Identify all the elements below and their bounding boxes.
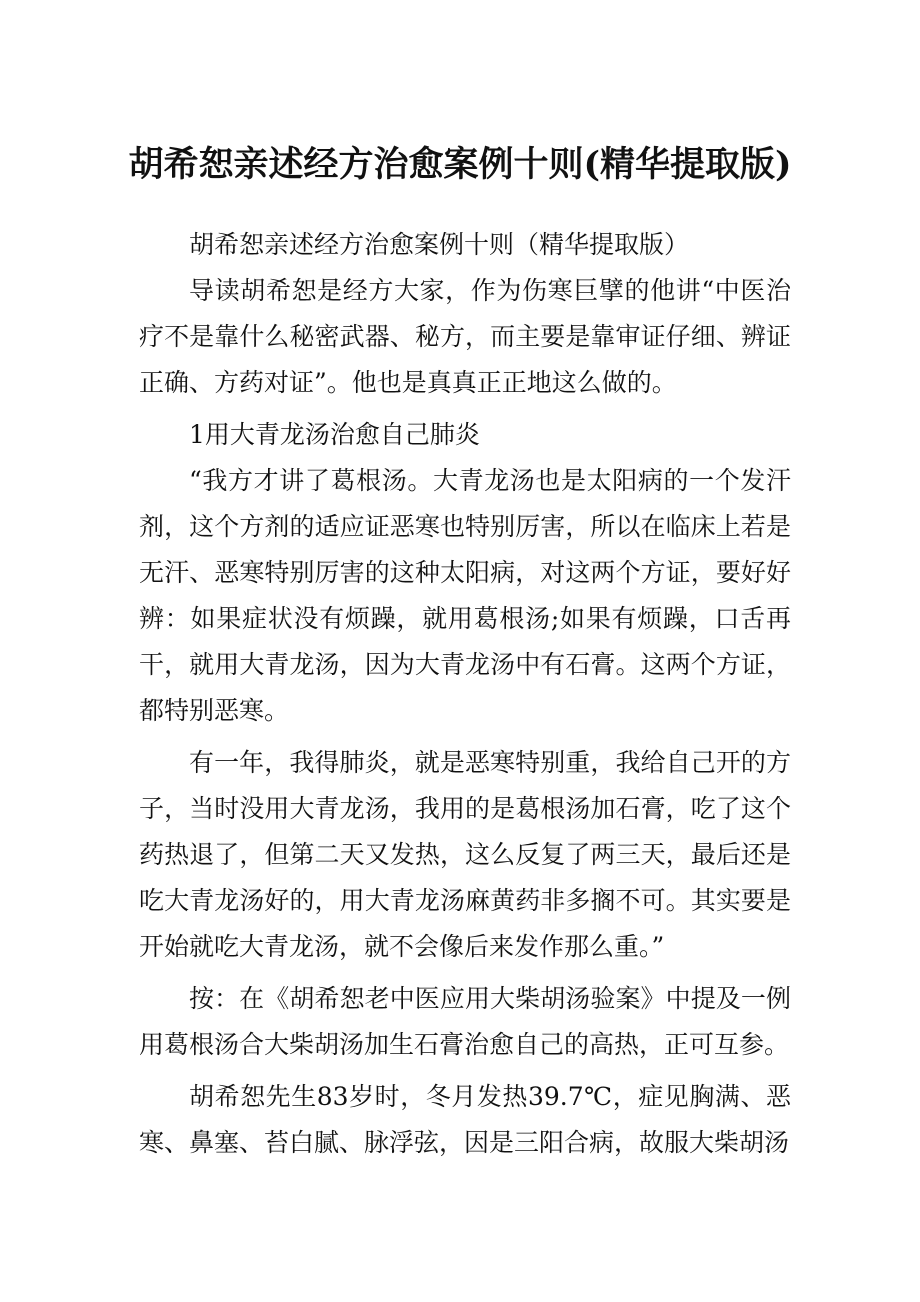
document-title: 胡希恕亲述经方治愈案例十则(精华提取版) bbox=[128, 144, 792, 185]
paragraph-subtitle: 胡希恕亲述经方治愈案例十则（精华提取版） bbox=[189, 230, 690, 259]
paragraph-note: 按：在《胡希恕老中医应用大柴胡汤验案》中提及一例用葛根汤合大柴胡汤加生石膏治愈自己的高热，正可互参。 bbox=[139, 984, 791, 1059]
section-heading-1: 1用大青龙汤治愈自己肺炎 bbox=[189, 420, 480, 449]
document-body bbox=[139, 222, 791, 1172]
paragraph-intro: 导读胡希恕是经方大家，作为伤寒巨擘的他讲“中医治疗不是靠什么秘密武器、秘方，而主要是靠审证仔细、辨证正确、方药对证”。他也是真真正正地这么做的。 bbox=[139, 276, 791, 397]
paragraph-quote-1: “我方才讲了葛根汤。大青龙汤也是太阳病的一个发汗剂，这个方剂的适应证恶寒也特别厉害，所以在临床上若是无汗、恶寒特别厉害的这种太阳病，对这两个方证，要好好辨：如果症状没有烦躁，就用葛根汤;如果有烦躁，口舌再干，就用大青龙汤，因为大青龙汤中有石膏。这两个方证，都特别恶寒。 bbox=[139, 466, 791, 725]
paragraph-case: 胡希恕先生83岁时，冬月发热39.7℃，症见胸满、恶寒、鼻塞、苔白腻、脉浮弦，因是三阳合病，故服大柴胡汤 bbox=[139, 1082, 791, 1157]
paragraph-quote-2: 有一年，我得肺炎，就是恶寒特别重，我给自己开的方子，当时没用大青龙汤，我用的是葛根汤加石膏，吃了这个药热退了，但第二天又发热，这么反复了两三天，最后还是吃大青龙汤好的，用大青龙汤麻黄药非多搁不可。其实要是开始就吃大青龙汤，就不会像后来发作那么重。” bbox=[139, 748, 791, 961]
